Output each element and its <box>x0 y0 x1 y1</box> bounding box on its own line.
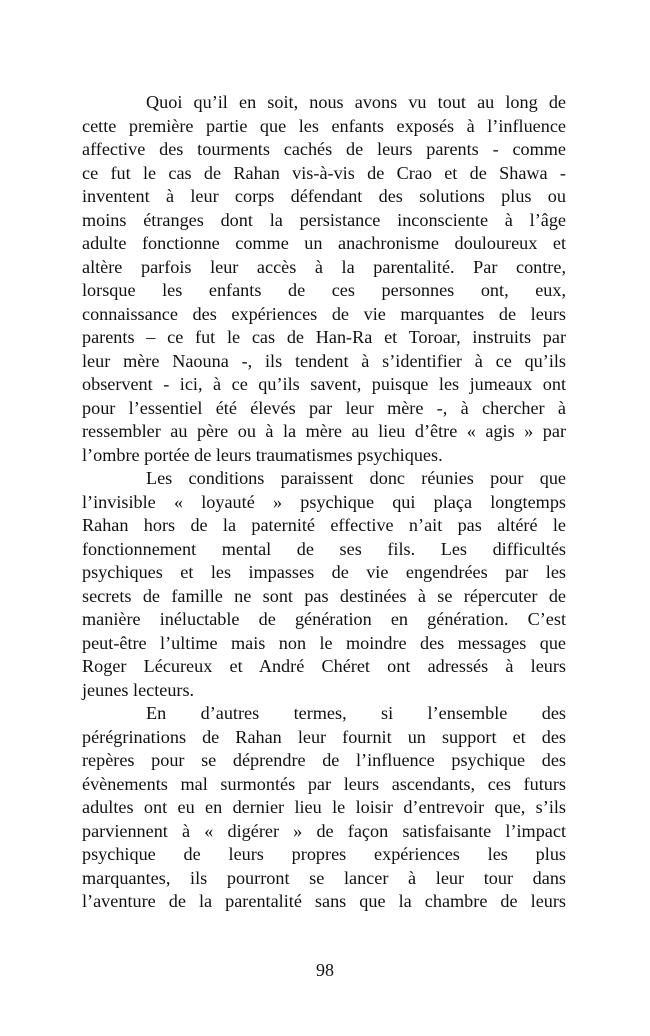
text-line: lorsque les enfants de ces personnes ont, eux, <box>82 280 566 300</box>
text-line: moins étranges dont la persistance inconsciente à l’âge <box>82 209 566 230</box>
text-line: pour l’essentiel été élevés par leur mère -, à chercher à <box>82 397 566 418</box>
text-line: peut-être l’ultime mais non le moindre des messages que <box>82 632 566 653</box>
text-line: pérégrinations de Rahan leur fournit un support et des <box>82 726 566 747</box>
text-line: adultes ont eu en dernier lieu le loisir d’entrevoir que, s’ils <box>82 797 566 817</box>
text-line: affective des tourments cachés de leurs parents - comme <box>82 139 566 159</box>
text-line: altère parfois leur accès à la parentalité. Par contre, <box>82 256 566 277</box>
page-number: 98 <box>316 960 334 980</box>
text-line: Quoi qu’il en soit, nous avons vu tout au long de <box>146 92 566 112</box>
text-line: Rahan hors de la paternité effective n’ait pas altéré le <box>82 515 566 535</box>
text-line: fonctionnement mental de ses fils. Les difficultés <box>82 538 566 559</box>
text-line: évènements mal surmontés par leurs ascendants, ces futurs <box>82 773 566 794</box>
text-line: l’ombre portée de leurs traumatismes psychiques. <box>82 444 443 465</box>
text-line: ce fut le cas de Rahan vis-à-vis de Crao et de Shawa - <box>82 162 566 183</box>
text-line: repères pour se déprendre de l’influence psychique des <box>82 750 566 770</box>
text-line: manière inéluctable de génération en génération. C’est <box>82 609 566 629</box>
text-line: Les conditions paraissent donc réunies pour que <box>146 468 566 488</box>
text-line: secrets de famille ne sont pas destinées à se répercuter de <box>82 585 566 606</box>
paragraph <box>82 91 566 467</box>
text-line: marquantes, ils pourront se lancer à leur tour dans <box>82 867 566 888</box>
text-line: Roger Lécureux et André Chéret ont adressés à leurs <box>82 656 566 676</box>
text-line: l’aventure de la parentalité sans que la chambre de leurs <box>82 891 566 911</box>
text-line: parents – ce fut le cas de Han-Ra et Toroar, instruits par <box>82 327 566 347</box>
paragraph <box>82 467 566 702</box>
text-line: l’invisible « loyauté » psychique qui plaça longtemps <box>82 491 566 512</box>
text-line: leur mère Naouna -, ils tendent à s’identifier à ce qu’ils <box>82 350 566 371</box>
text-line: inventent à leur corps défendant des solutions plus ou <box>82 186 566 206</box>
text-line: parviennent à « digérer » de façon satisfaisante l’impact <box>82 820 566 841</box>
text-line: adulte fonctionne comme un anachronisme douloureux et <box>82 233 566 253</box>
text-line: En d’autres termes, si l’ensemble des <box>146 703 566 723</box>
text-line: psychique de leurs propres expériences les plus <box>82 844 566 864</box>
text-line: ressembler au père ou à la mère au lieu d’être « agis » par <box>82 421 566 441</box>
text-line: connaissance des expériences de vie marquantes de leurs <box>82 303 566 324</box>
text-line: jeunes lecteurs. <box>82 679 195 700</box>
text-line: observent - ici, à ce qu’ils savent, puisque les jumeaux ont <box>82 374 566 394</box>
body-text <box>82 91 566 914</box>
text-line: psychiques et les impasses de vie engendrées par les <box>82 562 566 582</box>
text-line: cette première partie que les enfants exposés à l’influence <box>82 115 566 136</box>
paragraph <box>82 702 566 914</box>
